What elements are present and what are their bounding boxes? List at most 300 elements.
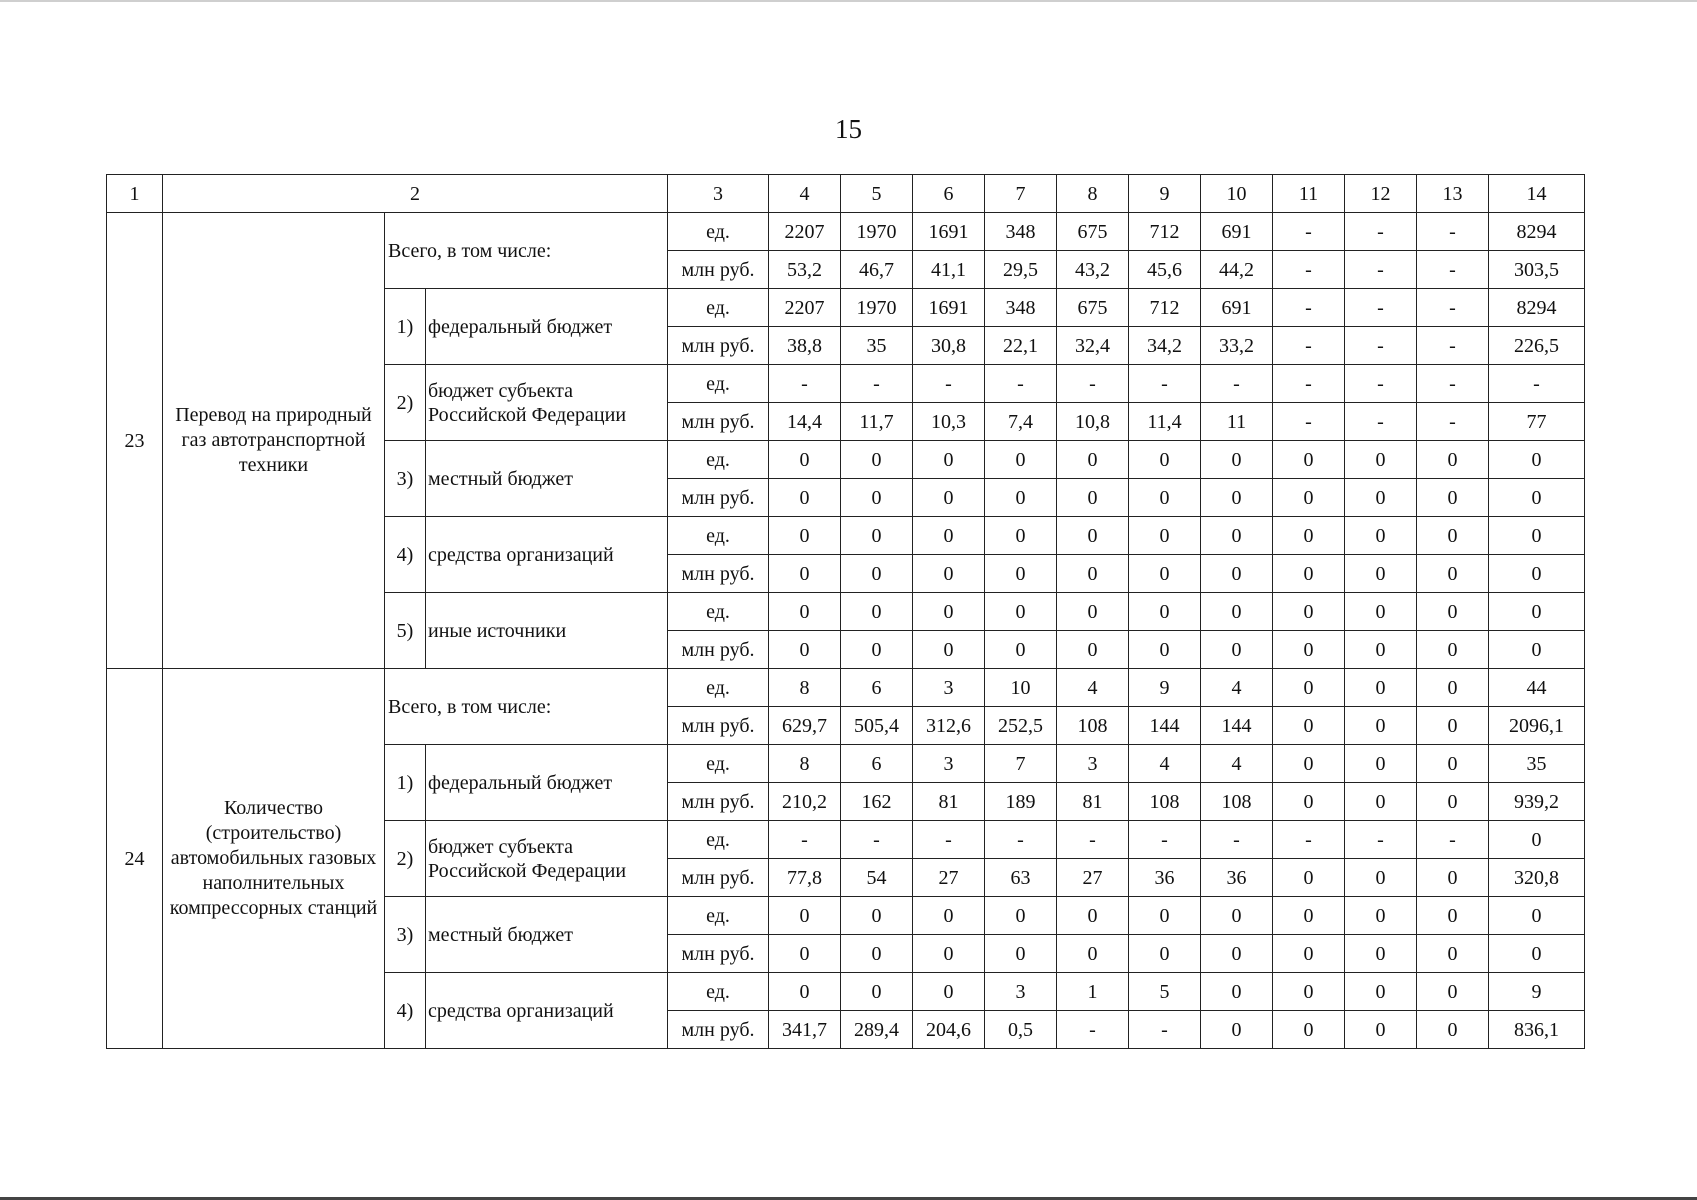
value-cell: 252,5: [985, 707, 1057, 745]
value-cell: 0: [1489, 593, 1585, 631]
value-cell: 9: [1129, 669, 1201, 707]
value-cell: 0: [1129, 441, 1201, 479]
value-cell: 0: [1273, 935, 1345, 973]
column-header: 11: [1273, 175, 1345, 213]
value-cell: 0: [1345, 897, 1417, 935]
unit-cell: ед.: [668, 441, 769, 479]
source-label: бюджет субъекта Российской Федерации: [426, 365, 668, 441]
value-cell: -: [841, 821, 913, 859]
value-cell: -: [1273, 403, 1345, 441]
value-cell: 0: [769, 517, 841, 555]
value-cell: -: [913, 821, 985, 859]
unit-cell: ед.: [668, 821, 769, 859]
value-cell: -: [1057, 1011, 1129, 1049]
unit-cell: млн руб.: [668, 631, 769, 669]
source-label: федеральный бюджет: [426, 289, 668, 365]
value-cell: 675: [1057, 213, 1129, 251]
value-cell: 0: [913, 593, 985, 631]
value-cell: 0: [769, 897, 841, 935]
value-cell: 34,2: [1129, 327, 1201, 365]
value-cell: 10,3: [913, 403, 985, 441]
value-cell: 0: [1417, 935, 1489, 973]
unit-cell: ед.: [668, 593, 769, 631]
value-cell: 0: [985, 555, 1057, 593]
value-cell: 691: [1201, 289, 1273, 327]
value-cell: 939,2: [1489, 783, 1585, 821]
value-cell: 30,8: [913, 327, 985, 365]
column-header: 9: [1129, 175, 1201, 213]
value-cell: 0: [1417, 745, 1489, 783]
value-cell: 0: [1489, 935, 1585, 973]
column-header: 5: [841, 175, 913, 213]
value-cell: -: [985, 821, 1057, 859]
value-cell: 0: [1345, 441, 1417, 479]
value-cell: 320,8: [1489, 859, 1585, 897]
value-cell: 0: [1417, 973, 1489, 1011]
value-cell: 77,8: [769, 859, 841, 897]
value-cell: 0: [1201, 517, 1273, 555]
value-cell: 0: [841, 897, 913, 935]
value-cell: 0: [985, 479, 1057, 517]
value-cell: 0: [985, 631, 1057, 669]
value-cell: 45,6: [1129, 251, 1201, 289]
value-cell: 0: [1129, 555, 1201, 593]
value-cell: 0: [1273, 517, 1345, 555]
value-cell: 0: [1129, 479, 1201, 517]
source-number: 1): [385, 289, 426, 365]
value-cell: 0: [1417, 707, 1489, 745]
value-cell: 77: [1489, 403, 1585, 441]
total-label: Всего, в том числе:: [385, 669, 668, 745]
value-cell: 0: [1201, 555, 1273, 593]
source-label: бюджет субъекта Российской Федерации: [426, 821, 668, 897]
source-label: иные источники: [426, 593, 668, 669]
value-cell: -: [1417, 327, 1489, 365]
value-cell: 36: [1201, 859, 1273, 897]
value-cell: 4: [1057, 669, 1129, 707]
value-cell: 81: [1057, 783, 1129, 821]
value-cell: -: [1273, 251, 1345, 289]
value-cell: 0: [1129, 897, 1201, 935]
value-cell: 0: [1273, 555, 1345, 593]
value-cell: 0: [913, 555, 985, 593]
value-cell: 8294: [1489, 289, 1585, 327]
value-cell: 0: [1201, 1011, 1273, 1049]
value-cell: 0: [841, 517, 913, 555]
value-cell: 0: [1273, 631, 1345, 669]
value-cell: 14,4: [769, 403, 841, 441]
value-cell: -: [1057, 365, 1129, 403]
value-cell: 1: [1057, 973, 1129, 1011]
value-cell: -: [1345, 251, 1417, 289]
value-cell: -: [1129, 365, 1201, 403]
value-cell: 0: [1489, 555, 1585, 593]
value-cell: 0: [1273, 783, 1345, 821]
value-cell: 0: [913, 517, 985, 555]
value-cell: 0: [913, 631, 985, 669]
header-row: [107, 175, 1585, 213]
value-cell: 3: [913, 669, 985, 707]
value-cell: 0: [1417, 479, 1489, 517]
value-cell: -: [1273, 365, 1345, 403]
value-cell: 11,7: [841, 403, 913, 441]
value-cell: -: [1345, 365, 1417, 403]
value-cell: 348: [985, 213, 1057, 251]
value-cell: 0: [1273, 973, 1345, 1011]
value-cell: 0: [1345, 631, 1417, 669]
value-cell: 0: [1057, 935, 1129, 973]
value-cell: 53,2: [769, 251, 841, 289]
column-header: 10: [1201, 175, 1273, 213]
source-number: 3): [385, 441, 426, 517]
value-cell: 44,2: [1201, 251, 1273, 289]
value-cell: 144: [1201, 707, 1273, 745]
value-cell: 0: [1057, 441, 1129, 479]
column-header: 1: [107, 175, 163, 213]
value-cell: 0: [1201, 441, 1273, 479]
value-cell: 0: [1201, 593, 1273, 631]
value-cell: 3: [913, 745, 985, 783]
column-header: 13: [1417, 175, 1489, 213]
value-cell: 0: [1345, 973, 1417, 1011]
value-cell: 0: [1489, 441, 1585, 479]
value-cell: 0: [1057, 479, 1129, 517]
value-cell: 0: [1345, 479, 1417, 517]
value-cell: 0: [1273, 707, 1345, 745]
value-cell: 0: [1345, 745, 1417, 783]
value-cell: 0: [1345, 859, 1417, 897]
value-cell: 675: [1057, 289, 1129, 327]
total-label: Всего, в том числе:: [385, 213, 668, 289]
value-cell: -: [913, 365, 985, 403]
row-number: 23: [107, 213, 163, 669]
value-cell: 312,6: [913, 707, 985, 745]
value-cell: 3: [985, 973, 1057, 1011]
source-number: 4): [385, 517, 426, 593]
value-cell: 0: [913, 479, 985, 517]
value-cell: 8294: [1489, 213, 1585, 251]
value-cell: 0: [1057, 517, 1129, 555]
value-cell: 0: [1273, 479, 1345, 517]
value-cell: 629,7: [769, 707, 841, 745]
value-cell: 226,5: [1489, 327, 1585, 365]
value-cell: 0: [1489, 897, 1585, 935]
value-cell: 33,2: [1201, 327, 1273, 365]
value-cell: 8: [769, 745, 841, 783]
column-header: 3: [668, 175, 769, 213]
unit-cell: ед.: [668, 517, 769, 555]
value-cell: -: [1273, 213, 1345, 251]
value-cell: 0: [1273, 745, 1345, 783]
unit-cell: млн руб.: [668, 251, 769, 289]
value-cell: 10: [985, 669, 1057, 707]
value-cell: 303,5: [1489, 251, 1585, 289]
value-cell: 0: [1273, 859, 1345, 897]
value-cell: 0: [1489, 631, 1585, 669]
value-cell: 2207: [769, 289, 841, 327]
unit-cell: млн руб.: [668, 783, 769, 821]
column-header: 7: [985, 175, 1057, 213]
value-cell: 22,1: [985, 327, 1057, 365]
unit-cell: млн руб.: [668, 327, 769, 365]
unit-cell: ед.: [668, 745, 769, 783]
source-number: 1): [385, 745, 426, 821]
value-cell: 0: [985, 593, 1057, 631]
value-cell: 0: [1057, 593, 1129, 631]
value-cell: 35: [1489, 745, 1585, 783]
column-header: 4: [769, 175, 841, 213]
value-cell: 8: [769, 669, 841, 707]
unit-cell: млн руб.: [668, 555, 769, 593]
value-cell: 0: [913, 897, 985, 935]
value-cell: 0: [1417, 669, 1489, 707]
value-cell: 6: [841, 669, 913, 707]
value-cell: 691: [1201, 213, 1273, 251]
indicator-name: Количество (строительство) автомобильных газовых наполнительных компрессорных станций: [163, 669, 385, 1049]
value-cell: 4: [1201, 745, 1273, 783]
value-cell: 0: [1345, 669, 1417, 707]
value-cell: 0: [1129, 517, 1201, 555]
value-cell: 0: [1345, 1011, 1417, 1049]
value-cell: 63: [985, 859, 1057, 897]
source-label: средства организаций: [426, 973, 668, 1049]
value-cell: 0: [769, 631, 841, 669]
value-cell: -: [769, 821, 841, 859]
value-cell: 2207: [769, 213, 841, 251]
source-label: местный бюджет: [426, 441, 668, 517]
value-cell: 3: [1057, 745, 1129, 783]
unit-cell: ед.: [668, 973, 769, 1011]
value-cell: 505,4: [841, 707, 913, 745]
value-cell: 0: [841, 555, 913, 593]
value-cell: 1970: [841, 213, 913, 251]
value-cell: -: [769, 365, 841, 403]
value-cell: 0: [841, 479, 913, 517]
page-number: 15: [835, 114, 862, 144]
value-cell: 0: [1417, 593, 1489, 631]
value-cell: 289,4: [841, 1011, 913, 1049]
value-cell: -: [1417, 289, 1489, 327]
value-cell: 0: [769, 441, 841, 479]
value-cell: 0: [913, 441, 985, 479]
value-cell: 43,2: [1057, 251, 1129, 289]
value-cell: 0: [1273, 1011, 1345, 1049]
value-cell: 0: [1489, 517, 1585, 555]
source-label: местный бюджет: [426, 897, 668, 973]
value-cell: 108: [1129, 783, 1201, 821]
unit-cell: млн руб.: [668, 403, 769, 441]
value-cell: 0: [985, 897, 1057, 935]
value-cell: -: [1345, 327, 1417, 365]
unit-cell: ед.: [668, 365, 769, 403]
value-cell: 0: [1417, 517, 1489, 555]
value-cell: 0: [1345, 555, 1417, 593]
value-cell: 0: [1129, 935, 1201, 973]
value-cell: -: [1273, 289, 1345, 327]
value-cell: 0: [913, 973, 985, 1011]
value-cell: -: [1345, 289, 1417, 327]
value-cell: 0: [985, 441, 1057, 479]
value-cell: 836,1: [1489, 1011, 1585, 1049]
value-cell: 29,5: [985, 251, 1057, 289]
row-number: 24: [107, 669, 163, 1049]
value-cell: 0: [1273, 441, 1345, 479]
value-cell: 0: [841, 935, 913, 973]
value-cell: -: [1201, 365, 1273, 403]
value-cell: 0: [1489, 821, 1585, 859]
value-cell: 0: [1273, 897, 1345, 935]
value-cell: 0: [1345, 935, 1417, 973]
value-cell: 7: [985, 745, 1057, 783]
value-cell: 1970: [841, 289, 913, 327]
value-cell: -: [1057, 821, 1129, 859]
value-cell: 0: [1201, 897, 1273, 935]
value-cell: 0: [769, 479, 841, 517]
value-cell: -: [1129, 821, 1201, 859]
value-cell: -: [1417, 251, 1489, 289]
value-cell: 0,5: [985, 1011, 1057, 1049]
value-cell: -: [841, 365, 913, 403]
column-header: 14: [1489, 175, 1585, 213]
value-cell: 162: [841, 783, 913, 821]
value-cell: 2096,1: [1489, 707, 1585, 745]
value-cell: -: [1129, 1011, 1201, 1049]
value-cell: 0: [841, 593, 913, 631]
value-cell: 9: [1489, 973, 1585, 1011]
column-header: 8: [1057, 175, 1129, 213]
source-number: 2): [385, 821, 426, 897]
value-cell: 0: [1345, 517, 1417, 555]
value-cell: 0: [769, 593, 841, 631]
value-cell: 0: [1417, 555, 1489, 593]
value-cell: 35: [841, 327, 913, 365]
budget-table: [106, 174, 1585, 1049]
value-cell: 210,2: [769, 783, 841, 821]
source-number: 4): [385, 973, 426, 1049]
value-cell: 46,7: [841, 251, 913, 289]
value-cell: -: [1417, 365, 1489, 403]
value-cell: 0: [1201, 973, 1273, 1011]
value-cell: 189: [985, 783, 1057, 821]
value-cell: 27: [913, 859, 985, 897]
value-cell: 81: [913, 783, 985, 821]
value-cell: -: [1273, 821, 1345, 859]
source-number: 3): [385, 897, 426, 973]
value-cell: 341,7: [769, 1011, 841, 1049]
value-cell: 0: [769, 555, 841, 593]
value-cell: 712: [1129, 289, 1201, 327]
column-header: 12: [1345, 175, 1417, 213]
value-cell: 0: [985, 517, 1057, 555]
source-number: 5): [385, 593, 426, 669]
value-cell: 0: [1201, 935, 1273, 973]
column-header: 2: [163, 175, 668, 213]
value-cell: 27: [1057, 859, 1129, 897]
unit-cell: ед.: [668, 213, 769, 251]
value-cell: 0: [769, 935, 841, 973]
value-cell: 0: [985, 935, 1057, 973]
scan-edge-top: [0, 0, 1697, 2]
value-cell: 0: [1057, 897, 1129, 935]
value-cell: 0: [1273, 593, 1345, 631]
value-cell: 0: [913, 935, 985, 973]
value-cell: 0: [1417, 859, 1489, 897]
value-cell: 0: [1417, 783, 1489, 821]
unit-cell: ед.: [668, 669, 769, 707]
table-row: [107, 669, 1585, 707]
value-cell: -: [1417, 403, 1489, 441]
value-cell: 0: [841, 973, 913, 1011]
value-cell: 0: [1129, 593, 1201, 631]
value-cell: 32,4: [1057, 327, 1129, 365]
source-label: средства организаций: [426, 517, 668, 593]
value-cell: 54: [841, 859, 913, 897]
value-cell: 1691: [913, 213, 985, 251]
value-cell: 0: [1345, 783, 1417, 821]
table-row: [107, 213, 1585, 251]
value-cell: 11: [1201, 403, 1273, 441]
value-cell: 0: [1417, 1011, 1489, 1049]
value-cell: 38,8: [769, 327, 841, 365]
unit-cell: млн руб.: [668, 1011, 769, 1049]
value-cell: 1691: [913, 289, 985, 327]
unit-cell: ед.: [668, 897, 769, 935]
value-cell: 41,1: [913, 251, 985, 289]
value-cell: -: [1345, 821, 1417, 859]
value-cell: 36: [1129, 859, 1201, 897]
value-cell: 204,6: [913, 1011, 985, 1049]
value-cell: 4: [1201, 669, 1273, 707]
value-cell: -: [1489, 365, 1585, 403]
value-cell: 0: [1201, 631, 1273, 669]
value-cell: 0: [1345, 707, 1417, 745]
value-cell: 7,4: [985, 403, 1057, 441]
value-cell: 0: [1417, 441, 1489, 479]
unit-cell: ед.: [668, 289, 769, 327]
value-cell: 10,8: [1057, 403, 1129, 441]
unit-cell: млн руб.: [668, 935, 769, 973]
value-cell: 144: [1129, 707, 1201, 745]
source-label: федеральный бюджет: [426, 745, 668, 821]
value-cell: 712: [1129, 213, 1201, 251]
value-cell: 0: [1273, 669, 1345, 707]
value-cell: 0: [1345, 593, 1417, 631]
value-cell: -: [1345, 403, 1417, 441]
value-cell: 0: [1057, 631, 1129, 669]
unit-cell: млн руб.: [668, 479, 769, 517]
table-body: [107, 175, 1585, 1049]
column-header: 6: [913, 175, 985, 213]
value-cell: -: [1345, 213, 1417, 251]
value-cell: 108: [1201, 783, 1273, 821]
value-cell: 0: [841, 631, 913, 669]
value-cell: 44: [1489, 669, 1585, 707]
source-number: 2): [385, 365, 426, 441]
value-cell: 0: [1489, 479, 1585, 517]
value-cell: 5: [1129, 973, 1201, 1011]
unit-cell: млн руб.: [668, 707, 769, 745]
value-cell: 0: [841, 441, 913, 479]
value-cell: -: [1201, 821, 1273, 859]
indicator-name: Перевод на природный газ автотранспортной техники: [163, 213, 385, 669]
value-cell: 6: [841, 745, 913, 783]
value-cell: 348: [985, 289, 1057, 327]
unit-cell: млн руб.: [668, 859, 769, 897]
value-cell: -: [1417, 821, 1489, 859]
value-cell: 0: [1417, 631, 1489, 669]
value-cell: 0: [1417, 897, 1489, 935]
value-cell: -: [1417, 213, 1489, 251]
